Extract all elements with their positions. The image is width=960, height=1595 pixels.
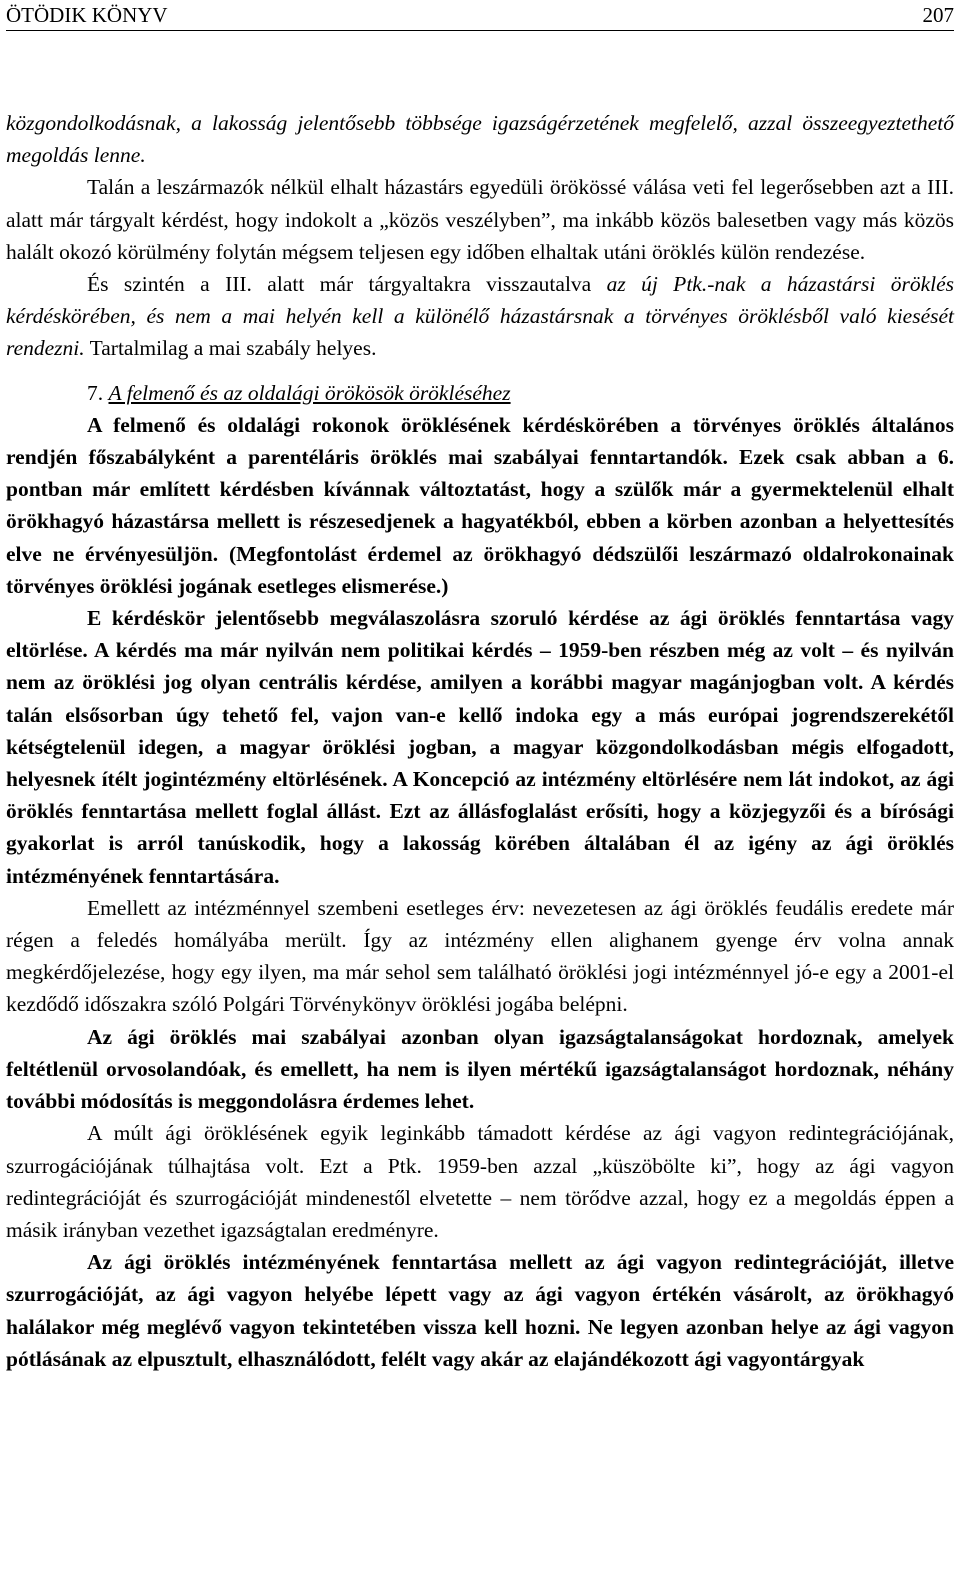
paragraph-3-lead: És szintén a III. alatt már tárgyaltakra visszautalva [87, 272, 607, 297]
page-number: 207 [922, 3, 954, 27]
paragraph-8: A múlt ági öröklésének egyik leginkább támadott kérdése az ági vagyon redintegrációjának, szurrogációjának túlhajtása volt. Ezt a Ptk. 1959-ben azzal „küszöbölte ki”, hogy az ági vagyon redintegrációját és szurrogációját mindenestől elvetette – nem törődve azzal, hogy ez a megoldás éppen a másik irányban vezethet igazságtalan eredményre. [6, 1121, 954, 1242]
page-body [6, 107, 954, 1375]
paragraph-1: közgondolkodásnak, a lakosság jelentősebb többsége igazságérzetének megfelelő, azzal összeegyeztethető megoldás lenne. [6, 111, 954, 168]
section-number: 7. [87, 380, 109, 405]
paragraph-3-italic: az új Ptk.-nak a házastársi öröklés kérdéskörében, és nem a mai helyén kell a különélő házastársnak a törvényes öröklésből való kiesését rendezni. [6, 272, 954, 361]
paragraph-4: A felmenő és oldalági rokonok öröklésének kérdéskörében a törvényes öröklés általános rendjén főszabályként a parentéláris öröklés mai szabályai fenntartandók. Ezek csak abban a 6. pontban már említett kérdésben kívánnak változtatást, hogy a szülők már a gyermektelenül elhalt örökhagyó házastársa mellett is részesedjenek a hagyatékból, ebben a körben azonban a helyettesítés elve ne érvényesüljön. (Megfontolást érdemel az örökhagyó dédszülői leszármazó oldalrokonainak törvényes öröklési jogának esetleges elismerése.) [6, 412, 954, 598]
paragraph-5: E kérdéskör jelentősebb megválaszolásra szoruló kérdése az ági öröklés fenntartása vagy eltörlése. A kérdés ma már nyilván nem politikai kérdés – 1959-ben részben még az volt – és nyilván nem az öröklési jog olyan centrális kérdése, amilyen a korábbi magyar magánjogban volt. A kérdés talán elsősorban úgy tehető fel, vajon van-e kellő indoka egy a más európai jogrendszerekétől kétségtelenül idegen, a magyar öröklési jogban, a magyar közgondolkodásban mégis elfogadott, helyesnek ítélt jogintézmény eltörlésének. A Koncepció az intézmény eltörlésére nem lát indokot, az ági öröklés fenntartása mellett foglal állást. Ezt az állásfoglalást erősíti, hogy a közjegyzői és a bírósági gyakorlat is arról tanúskodik, hogy a lakosság körében általában él az igény az ági öröklés intézményének fenntartására. [6, 606, 954, 888]
section-title: A felmenő és az oldalági örökösök örökléséhez [108, 380, 511, 405]
paragraph-9: Az ági öröklés intézményének fenntartása mellett az ági vagyon redintegrációját, illetve szurrogációját, az ági vagyon helyébe lépett vagy az ági vagyon értékén vásárolt, az örökhagyó halálakor még meglévő vagyon tekintetében vissza kell hozni. Ne legyen azonban helye az ági vagyon pótlásának az elpusztult, elhasználódott, felélt vagy akár az elajándékozott ági vagyontárgyak [6, 1250, 954, 1371]
running-header [6, 0, 954, 31]
paragraph-3-tail: Tartalmilag a mai szabály helyes. [84, 336, 377, 361]
paragraph-3 [6, 268, 954, 365]
paragraph-6: Emellett az intézménnyel szembeni esetleges érv: nevezetesen az ági öröklés feudális eredete már régen a feledés homályába merült. Így az intézmény ellen alighanem gyenge érv volna annak megkérdőjelezése, hogy egy ilyen, ma már sehol sem található öröklési jogi intézménnyel jó-e egy a 2001-el kezdődő időszakra szóló Polgári Törvénykönyv öröklési jogába belépni. [6, 895, 954, 1017]
paragraph-7: Az ági öröklés mai szabályai azonban olyan igazságtalanságokat hordoznak, amelyek feltétlenül orvosolandóak, és emellett, ha nem is ilyen mértékű igazságtalanságot hordoznak, néhány további módosítás is meggondolásra érdemes lehet. [6, 1024, 954, 1114]
paragraph-2: Talán a leszármazók nélkül elhalt házastárs egyedüli örökössé válása veti fel legerősebben azt a III. alatt már tárgyalt kérdést, hogy indokolt a „közös veszélyben”, ma inkább közös balesetben vagy más közös halált okozó körülmény folytán mégsem teljesen egy időben elhaltak utáni öröklés külön rendezése. [6, 175, 954, 264]
section-heading-7 [6, 377, 954, 409]
running-header-title: ÖTÖDIK KÖNYV [6, 3, 168, 27]
